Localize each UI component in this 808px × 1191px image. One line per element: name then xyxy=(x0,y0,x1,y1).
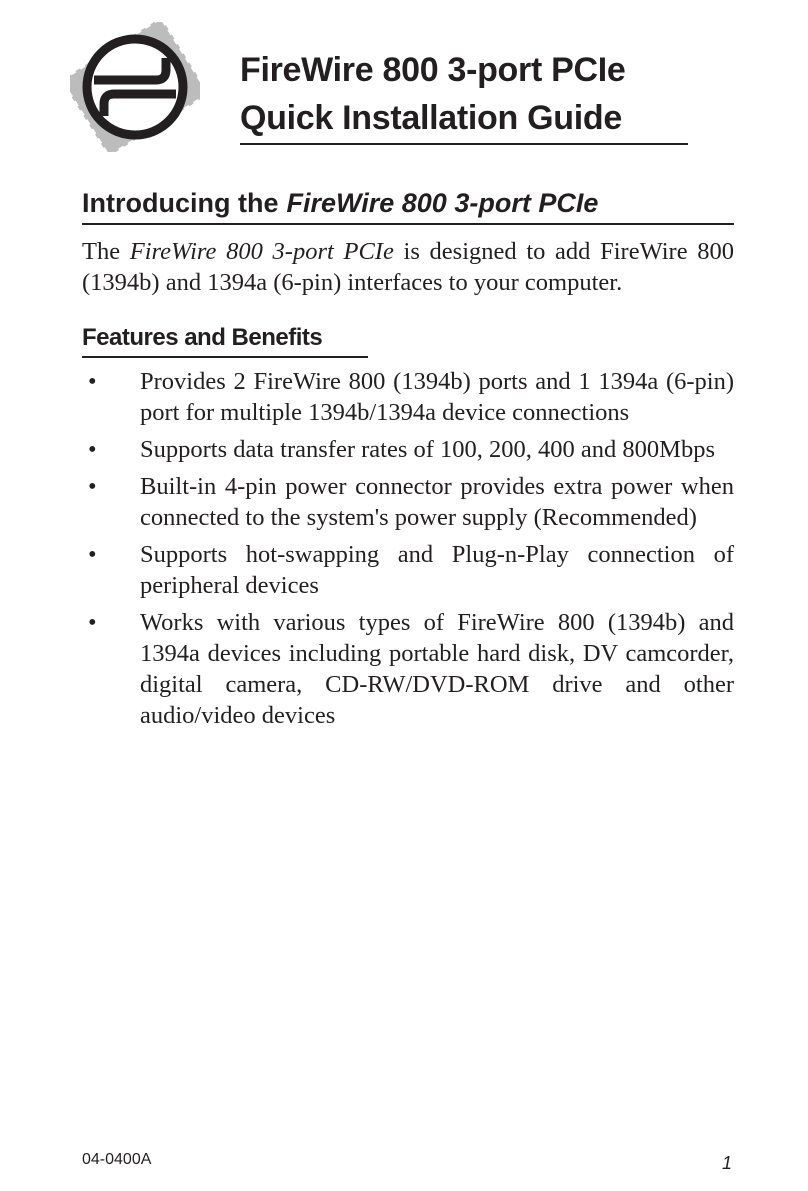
introduction-heading-product: FireWire 800 3-port PCIe xyxy=(286,188,599,218)
feature-text: Supports hot-swapping and Plug-n-Play connection of peripheral devices xyxy=(140,541,734,599)
feature-text: Provides 2 FireWire 800 (1394b) ports and 1 1394a (6-pin) port for multiple 1394b/1394a device connections xyxy=(140,368,734,426)
feature-item xyxy=(82,607,734,731)
document-code: 04-0400A xyxy=(82,1151,152,1168)
feature-item xyxy=(82,434,734,465)
feature-item xyxy=(82,539,734,601)
features-list xyxy=(82,366,734,737)
feature-text: Works with various types of FireWire 800 (1394b) and 1394a devices including portable hard disk, DV camcorder, digital camera, CD-RW/DVD-ROM drive and other audio/video devices xyxy=(140,609,734,729)
title-line-2: Quick Installation Guide xyxy=(240,99,622,137)
introduction-underline xyxy=(82,223,734,225)
bullet-icon: • xyxy=(88,368,97,395)
bullet-icon: • xyxy=(88,436,97,463)
intro-prefix: The xyxy=(82,238,121,265)
intro-body-text: is designed to add FireWire 800 (1394b) and 1394a (6-pin) interfaces to your computer. xyxy=(82,238,735,296)
introduction-heading-prefix: Introducing the xyxy=(82,188,279,218)
features-underline xyxy=(82,356,368,358)
features-heading: Features and Benefits xyxy=(82,324,323,351)
page-title xyxy=(240,46,700,142)
intro-product-name: FireWire 800 3-port PCIe xyxy=(129,238,394,265)
title-line-1: FireWire 800 3-port PCIe xyxy=(240,51,626,89)
feature-item xyxy=(82,471,734,533)
page-number: 1 xyxy=(722,1153,733,1173)
feature-item xyxy=(82,366,734,428)
introduction-paragraph xyxy=(82,236,734,298)
bullet-icon: • xyxy=(88,473,97,500)
siig-logo-icon xyxy=(70,22,200,152)
bullet-icon: • xyxy=(88,541,97,568)
introduction-heading xyxy=(82,186,598,220)
feature-text: Supports data transfer rates of 100, 200, 400 and 800Mbps xyxy=(140,436,715,463)
title-underline xyxy=(240,143,688,145)
feature-text: Built-in 4-pin power connector provides extra power when connected to the system's power supply (Recommended) xyxy=(140,473,734,531)
bullet-icon: • xyxy=(88,609,97,636)
